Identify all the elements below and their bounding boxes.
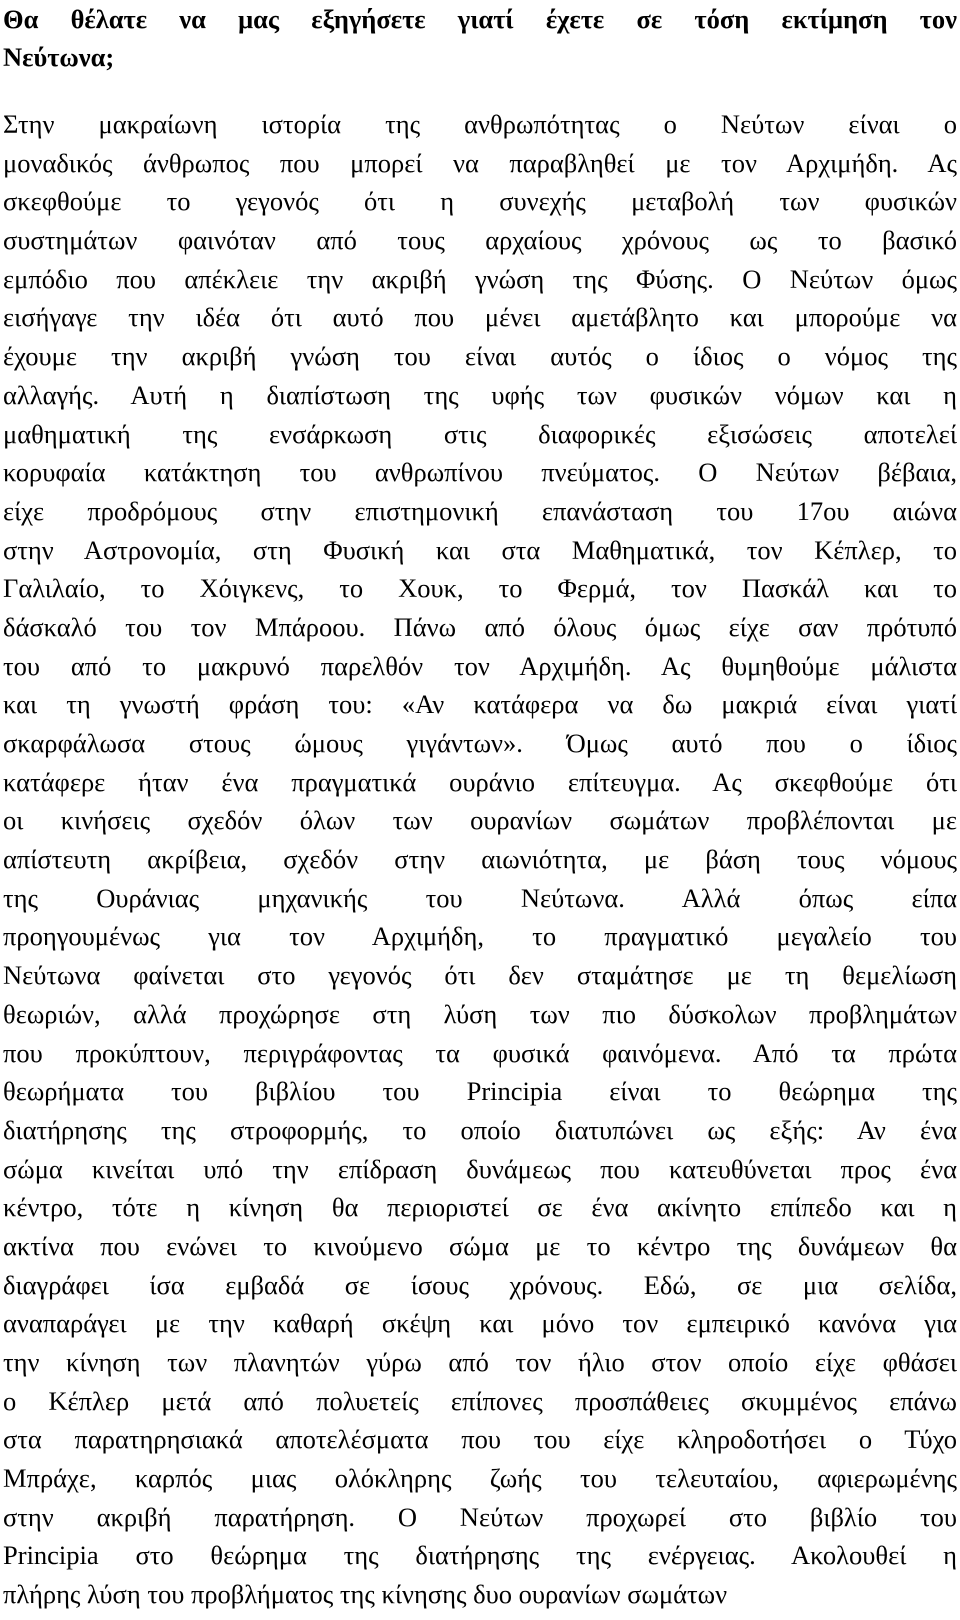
document-page bbox=[3, 0, 957, 1614]
interview-question bbox=[3, 0, 957, 76]
answer-line: και τη γνωστή φράση του: «Αν κατάφερα να δω μακριά είναι γιατί bbox=[3, 689, 957, 720]
answer-line: στην ακριβή παρατήρηση. Ο Νεύτων προχωρεί στο βιβλίο του bbox=[3, 1501, 957, 1532]
answer-line: Στην μακραίωνη ιστορία της ανθρωπότητας ο Νεύτων είναι ο bbox=[3, 109, 957, 139]
answer-line: είχε προδρόμους στην επιστημονική επανάσταση του 17ου αιώνα bbox=[3, 495, 957, 526]
interview-answer bbox=[3, 105, 957, 1614]
answer-line: στα παρατηρησιακά αποτελέσματα που του είχε κληροδοτήσει ο Τύχο bbox=[3, 1424, 957, 1455]
answer-line: δάσκαλό του τον Μπάροου. Πάνω από όλους όμως είχε σαν πρότυπό bbox=[3, 611, 957, 642]
answer-line: μαθηματική της ενσάρκωση στις διαφορικές εξισώσεις αποτελεί bbox=[3, 418, 957, 449]
question-line: Νεύτωνα; bbox=[3, 42, 115, 72]
answer-line: κορυφαία κατάκτηση του ανθρωπίνου πνεύματος. Ο Νεύτων βέβαια, bbox=[3, 457, 957, 488]
answer-line: διατήρησης της στροφορμής, το οποίο διατυπώνει ως εξής: Αν ένα bbox=[3, 1114, 957, 1145]
answer-line: της Ουράνιας μηχανικής του Νεύτωνα. Αλλά όπως είπα bbox=[3, 882, 957, 913]
answer-line: εισήγαγε την ιδέα ότι αυτό που μένει αμετάβλητο και μπορούμε να bbox=[3, 302, 957, 333]
answer-line: προηγουμένως για τον Αρχιμήδη, το πραγματικό μεγαλείο του bbox=[3, 921, 957, 952]
question-line: Θα θέλατε να μας εξηγήσετε γιατί έχετε σε τόση εκτίμηση τον bbox=[3, 4, 957, 34]
answer-line: έχουμε την ακριβή γνώση του είναι αυτός ο ίδιος ο νόμος της bbox=[3, 341, 957, 372]
answer-line: Principia στο θεώρημα της διατήρησης της ενέργειας. Ακολουθεί η bbox=[3, 1540, 957, 1571]
answer-line: στην Αστρονομία, στη Φυσική και στα Μαθηματικά, τον Κέπλερ, το bbox=[3, 534, 957, 565]
answer-line: αναπαράγει με την καθαρή σκέψη και μόνο τον εμπειρικό κανόνα για bbox=[3, 1308, 957, 1339]
answer-line: Νεύτωνα φαίνεται στο γεγονός ότι δεν σταμάτησε με τη θεμελίωση bbox=[3, 960, 957, 991]
answer-line: πλήρης λύση του προβλήματος της κίνησης δυο ουρανίων σωμάτων bbox=[3, 1579, 728, 1610]
answer-line: την κίνηση των πλανητών γύρω από τον ήλιο στον οποίο είχε φθάσει bbox=[3, 1347, 957, 1377]
answer-line: συστημάτων φαινόταν από τους αρχαίους χρόνους ως το βασικό bbox=[3, 225, 957, 256]
answer-line: μοναδικός άνθρωπος που μπορεί να παραβληθεί με τον Αρχιμήδη. Ας bbox=[3, 147, 957, 178]
answer-line: Μπράχε, καρπός μιας ολόκληρης ζωής του τελευταίου, αφιερωμένης bbox=[3, 1463, 957, 1494]
answer-line: σκεφθούμε το γεγονός ότι η συνεχής μεταβολή των φυσικών bbox=[3, 186, 957, 217]
answer-line: ακτίνα που ενώνει το κινούμενο σώμα με το κέντρο της δυνάμεων θα bbox=[3, 1230, 957, 1261]
answer-line: απίστευτη ακρίβεια, σχεδόν στην αιωνιότητα, με βάση τους νόμους bbox=[3, 844, 957, 875]
answer-line: σώμα κινείται υπό την επίδραση δυνάμεως που κατευθύνεται προς ένα bbox=[3, 1153, 957, 1184]
answer-line: θεωριών, αλλά προχώρησε στη λύση των πιο δύσκολων προβλημάτων bbox=[3, 998, 957, 1029]
answer-line: κέντρο, τότε η κίνηση θα περιοριστεί σε ένα ακίνητο επίπεδο και η bbox=[3, 1192, 957, 1223]
answer-line: διαγράφει ίσα εμβαδά σε ίσους χρόνους. Εδώ, σε μια σελίδα, bbox=[3, 1269, 957, 1300]
answer-line: κατάφερε ήταν ένα πραγματικά ουράνιο επίτευγμα. Ας σκεφθούμε ότι bbox=[3, 766, 957, 797]
answer-line: οι κινήσεις σχεδόν όλων των ουρανίων σωμάτων προβλέπονται με bbox=[3, 805, 957, 836]
answer-line: σκαρφάλωσα στους ώμους γιγάντων». Όμως αυτό που ο ίδιος bbox=[3, 728, 957, 758]
answer-line: ο Κέπλερ μετά από πολυετείς επίπονες προσπάθειες σκυμμένος επάνω bbox=[3, 1385, 957, 1416]
answer-line: Γαλιλαίο, το Χόιγκενς, το Χουκ, το Φερμά, τον Πασκάλ και το bbox=[3, 573, 957, 604]
answer-line: που προκύπτουν, περιγράφοντας τα φυσικά φαινόμενα. Από τα πρώτα bbox=[3, 1037, 957, 1068]
answer-line: του από το μακρυνό παρελθόν τον Αρχιμήδη. Ας θυμηθούμε μάλιστα bbox=[3, 650, 957, 681]
answer-line: θεωρήματα του βιβλίου του Principia είναι το θεώρημα της bbox=[3, 1076, 957, 1107]
answer-line: εμπόδιο που απέκλειε την ακριβή γνώση της Φύσης. Ο Νεύτων όμως bbox=[3, 263, 957, 294]
answer-line: αλλαγής. Αυτή η διαπίστωση της υφής των φυσικών νόμων και η bbox=[3, 379, 957, 410]
